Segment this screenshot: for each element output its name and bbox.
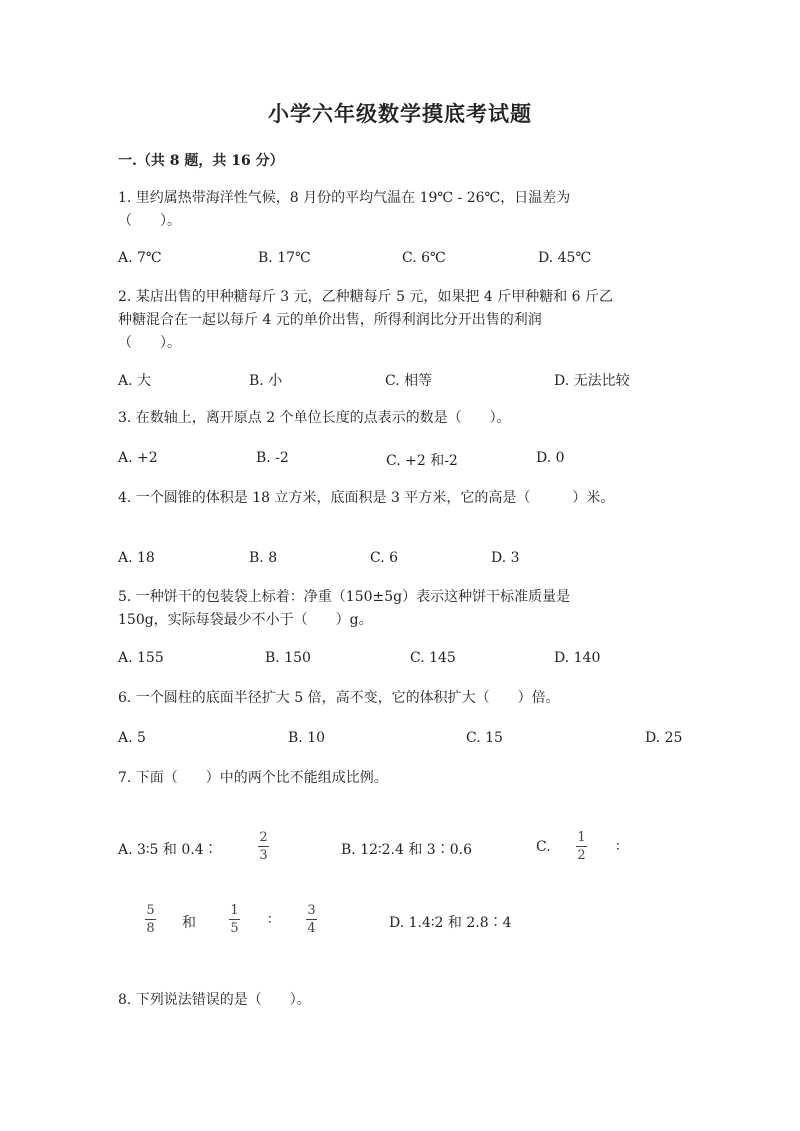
q3-option-c[interactable]: C. +2 和-2 <box>386 453 458 469</box>
question-1 <box>118 187 688 233</box>
question-7 <box>118 767 688 790</box>
q7-row2-and: 和 <box>182 915 196 931</box>
question-4 <box>118 487 688 510</box>
question-5 <box>118 586 688 632</box>
question-2 <box>118 286 688 355</box>
q7-row2-colon: ∶ <box>268 912 272 928</box>
q7-c-colon: ∶ <box>616 839 620 855</box>
q7-row2-fraction-3 <box>306 903 317 936</box>
q7-row2-fraction-2-denominator: 5 <box>230 921 239 936</box>
fraction-bar <box>306 919 317 920</box>
q1-option-d[interactable]: D. 45℃ <box>538 250 592 266</box>
q5-option-d[interactable]: D. 140 <box>554 650 601 666</box>
q4-option-d[interactable]: D. 3 <box>491 550 520 566</box>
question-6 <box>118 687 688 710</box>
q7-option-d[interactable]: D. 1.4∶2 和 2.8∶4 <box>389 915 512 931</box>
fraction-bar <box>576 846 587 847</box>
q2-option-c[interactable]: C. 相等 <box>385 373 433 389</box>
q2-option-b[interactable]: B. 小 <box>249 373 283 389</box>
question-2-line-2: 种糖混合在一起以每斤 4 元的单价出售，所得利润比分开出售的利润 <box>118 312 542 328</box>
question-3-line-1: 3. 在数轴上，离开原点 2 个单位长度的点表示的数是（ ）。 <box>118 410 511 426</box>
q6-option-b[interactable]: B. 10 <box>288 730 326 746</box>
question-7-line-1: 7. 下面（ ）中的两个比不能组成比例。 <box>118 770 388 786</box>
q6-option-d[interactable]: D. 25 <box>645 730 683 746</box>
question-2-line-1: 2. 某店出售的甲种糖每斤 3 元，乙种糖每斤 5 元，如果把 4 斤甲种糖和 6 斤乙 <box>118 289 614 305</box>
page-title: 小学六年级数学摸底考试题 <box>268 101 532 126</box>
q2-option-a[interactable]: A. 大 <box>118 373 152 389</box>
section-heading: 一.（共 8 题，共 16 分） <box>118 153 284 169</box>
q6-option-a[interactable]: A. 5 <box>118 730 146 746</box>
q7-a-fraction-denominator: 3 <box>259 848 268 863</box>
q5-option-b[interactable]: B. 150 <box>265 650 311 666</box>
q6-option-c[interactable]: C. 15 <box>466 730 503 746</box>
q7-c-fraction <box>576 830 587 863</box>
fraction-bar <box>229 919 240 920</box>
q7-option-a[interactable]: A. 3∶5 和 0.4∶ <box>118 842 218 858</box>
q7-row2-fraction-3-numerator: 3 <box>307 903 316 918</box>
question-5-line-2: 150g，实际每袋最少不小于（ ）g。 <box>118 612 373 628</box>
q2-option-d[interactable]: D. 无法比较 <box>554 373 630 389</box>
q7-row2-fraction-2-numerator: 1 <box>230 903 239 918</box>
q4-option-a[interactable]: A. 18 <box>118 550 155 566</box>
q4-option-c[interactable]: C. 6 <box>370 550 399 566</box>
q7-row2-fraction-1-numerator: 5 <box>146 903 155 918</box>
question-8-line-1: 8. 下列说法错误的是（ ）。 <box>118 992 311 1008</box>
q5-option-a[interactable]: A. 155 <box>118 650 164 666</box>
q7-option-b[interactable]: B. 12∶2.4 和 3∶0.6 <box>341 842 472 858</box>
q7-option-c[interactable]: C. <box>536 839 551 855</box>
q7-row2-fraction-3-denominator: 4 <box>307 921 316 936</box>
q7-c-fraction-numerator: 1 <box>577 830 586 845</box>
q7-a-fraction-numerator: 2 <box>259 830 268 845</box>
fraction-bar <box>145 919 156 920</box>
q5-option-c[interactable]: C. 145 <box>410 650 456 666</box>
question-3 <box>118 407 688 430</box>
question-5-line-1: 5. 一种饼干的包装袋上标着：净重（150±5g）表示这种饼干标准质量是 <box>118 589 571 605</box>
question-1-line-2: （ ）。 <box>118 213 181 229</box>
question-2-line-3: （ ）。 <box>118 335 181 351</box>
question-1-line-1: 1. 里约属热带海洋性气候，8 月份的平均气温在 19℃ - 26℃，日温差为 <box>118 190 571 206</box>
q3-option-b[interactable]: B. -2 <box>256 450 289 466</box>
q4-option-b[interactable]: B. 8 <box>249 550 278 566</box>
q1-option-a[interactable]: A. 7℃ <box>118 250 162 266</box>
q7-row2-fraction-2 <box>229 903 240 936</box>
q3-option-d[interactable]: D. 0 <box>536 450 565 466</box>
fraction-bar <box>258 846 269 847</box>
question-8 <box>118 989 688 1012</box>
q1-option-c[interactable]: C. 6℃ <box>402 250 446 266</box>
q3-option-a[interactable]: A. +2 <box>118 450 158 466</box>
q7-a-fraction <box>258 830 269 863</box>
q7-c-fraction-denominator: 2 <box>577 848 586 863</box>
question-4-line-1: 4. 一个圆锥的体积是 18 立方米，底面积是 3 平方米，它的高是（ ）米。 <box>118 490 615 506</box>
q7-row2-fraction-1 <box>145 903 156 936</box>
question-6-line-1: 6. 一个圆柱的底面半径扩大 5 倍，高不变，它的体积扩大（ ）倍。 <box>118 690 560 706</box>
q7-row2-fraction-1-denominator: 8 <box>146 921 155 936</box>
q1-option-b[interactable]: B. 17℃ <box>258 250 311 266</box>
